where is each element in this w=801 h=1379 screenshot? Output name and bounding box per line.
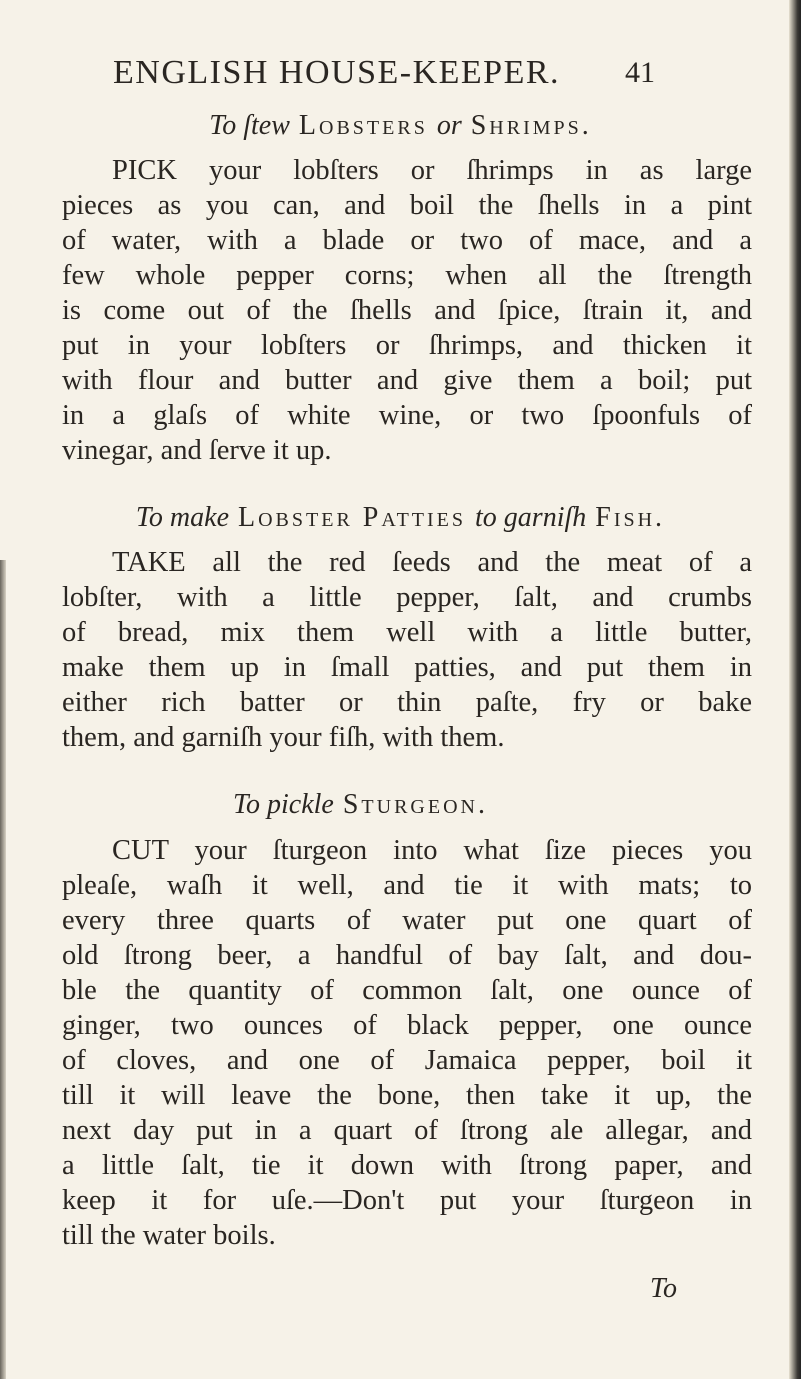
text-line: ble the quantity of common ſalt, one ounce of (62, 975, 752, 1006)
text-line: lobſter, with a little pepper, ſalt, and crumbs (62, 582, 752, 613)
text-line: pleaſe, waſh it well, and tie it with mats; to (62, 870, 752, 901)
text-line: old ſtrong beer, a handful of bay ſalt, and dou- (62, 940, 752, 971)
text-line: put in your lobſters or ſhrimps, and thicken it (62, 330, 752, 361)
text-line: every three quarts of water put one quart of (62, 905, 752, 936)
page-gutter-shadow (0, 560, 6, 1379)
section-heading: To pickle Sturgeon. (233, 789, 488, 820)
page-edge-shadow (789, 0, 801, 1379)
text-line: next day put in a quart of ſtrong ale allegar, and (62, 1115, 752, 1146)
text-line: in a glaſs of white wine, or two ſpoonfuls of (62, 400, 752, 431)
text-line: with flour and butter and give them a boil; put (62, 365, 752, 396)
text-line: till the water boils. (62, 1220, 276, 1251)
text-line: a little ſalt, tie it down with ſtrong paper, and (62, 1150, 752, 1181)
section-heading: To make Lobster Patties to garniſh Fish. (135, 502, 666, 533)
text-line: PICK your lobſters or ſhrimps in as large (112, 155, 752, 186)
running-head (0, 54, 801, 98)
text-line: few whole pepper corns; when all the ſtrength (62, 260, 752, 291)
text-line: of water, with a blade or two of mace, and a (62, 225, 752, 256)
running-title: ENGLISH HOUSE-KEEPER. (113, 54, 561, 91)
text-line: till it will leave the bone, then take it up, the (62, 1080, 752, 1111)
text-line: is come out of the ſhells and ſpice, ſtrain it, and (62, 295, 752, 326)
text-line: either rich batter or thin paſte, fry or bake (62, 687, 752, 718)
text-line: keep it for uſe.—Don't put your ſturgeon in (62, 1185, 752, 1216)
text-line: TAKE all the red ſeeds and the meat of a (112, 547, 752, 578)
text-line: make them up in ſmall patties, and put them in (62, 652, 752, 683)
catchword: To (650, 1273, 678, 1304)
text-line: of bread, mix them well with a little butter, (62, 617, 752, 648)
text-line: them, and garniſh your fiſh, with them. (62, 722, 505, 753)
text-line: CUT your ſturgeon into what ſize pieces you (112, 835, 752, 866)
page-number: 41 (625, 56, 655, 89)
text-line: of cloves, and one of Jamaica pepper, boil it (62, 1045, 752, 1076)
section-heading: To ſtew Lobsters or Shrimps. (209, 110, 592, 141)
text-line: pieces as you can, and boil the ſhells in a pint (62, 190, 752, 221)
text-line: vinegar, and ſerve it up. (62, 435, 332, 466)
text-line: ginger, two ounces of black pepper, one ounce (62, 1010, 752, 1041)
